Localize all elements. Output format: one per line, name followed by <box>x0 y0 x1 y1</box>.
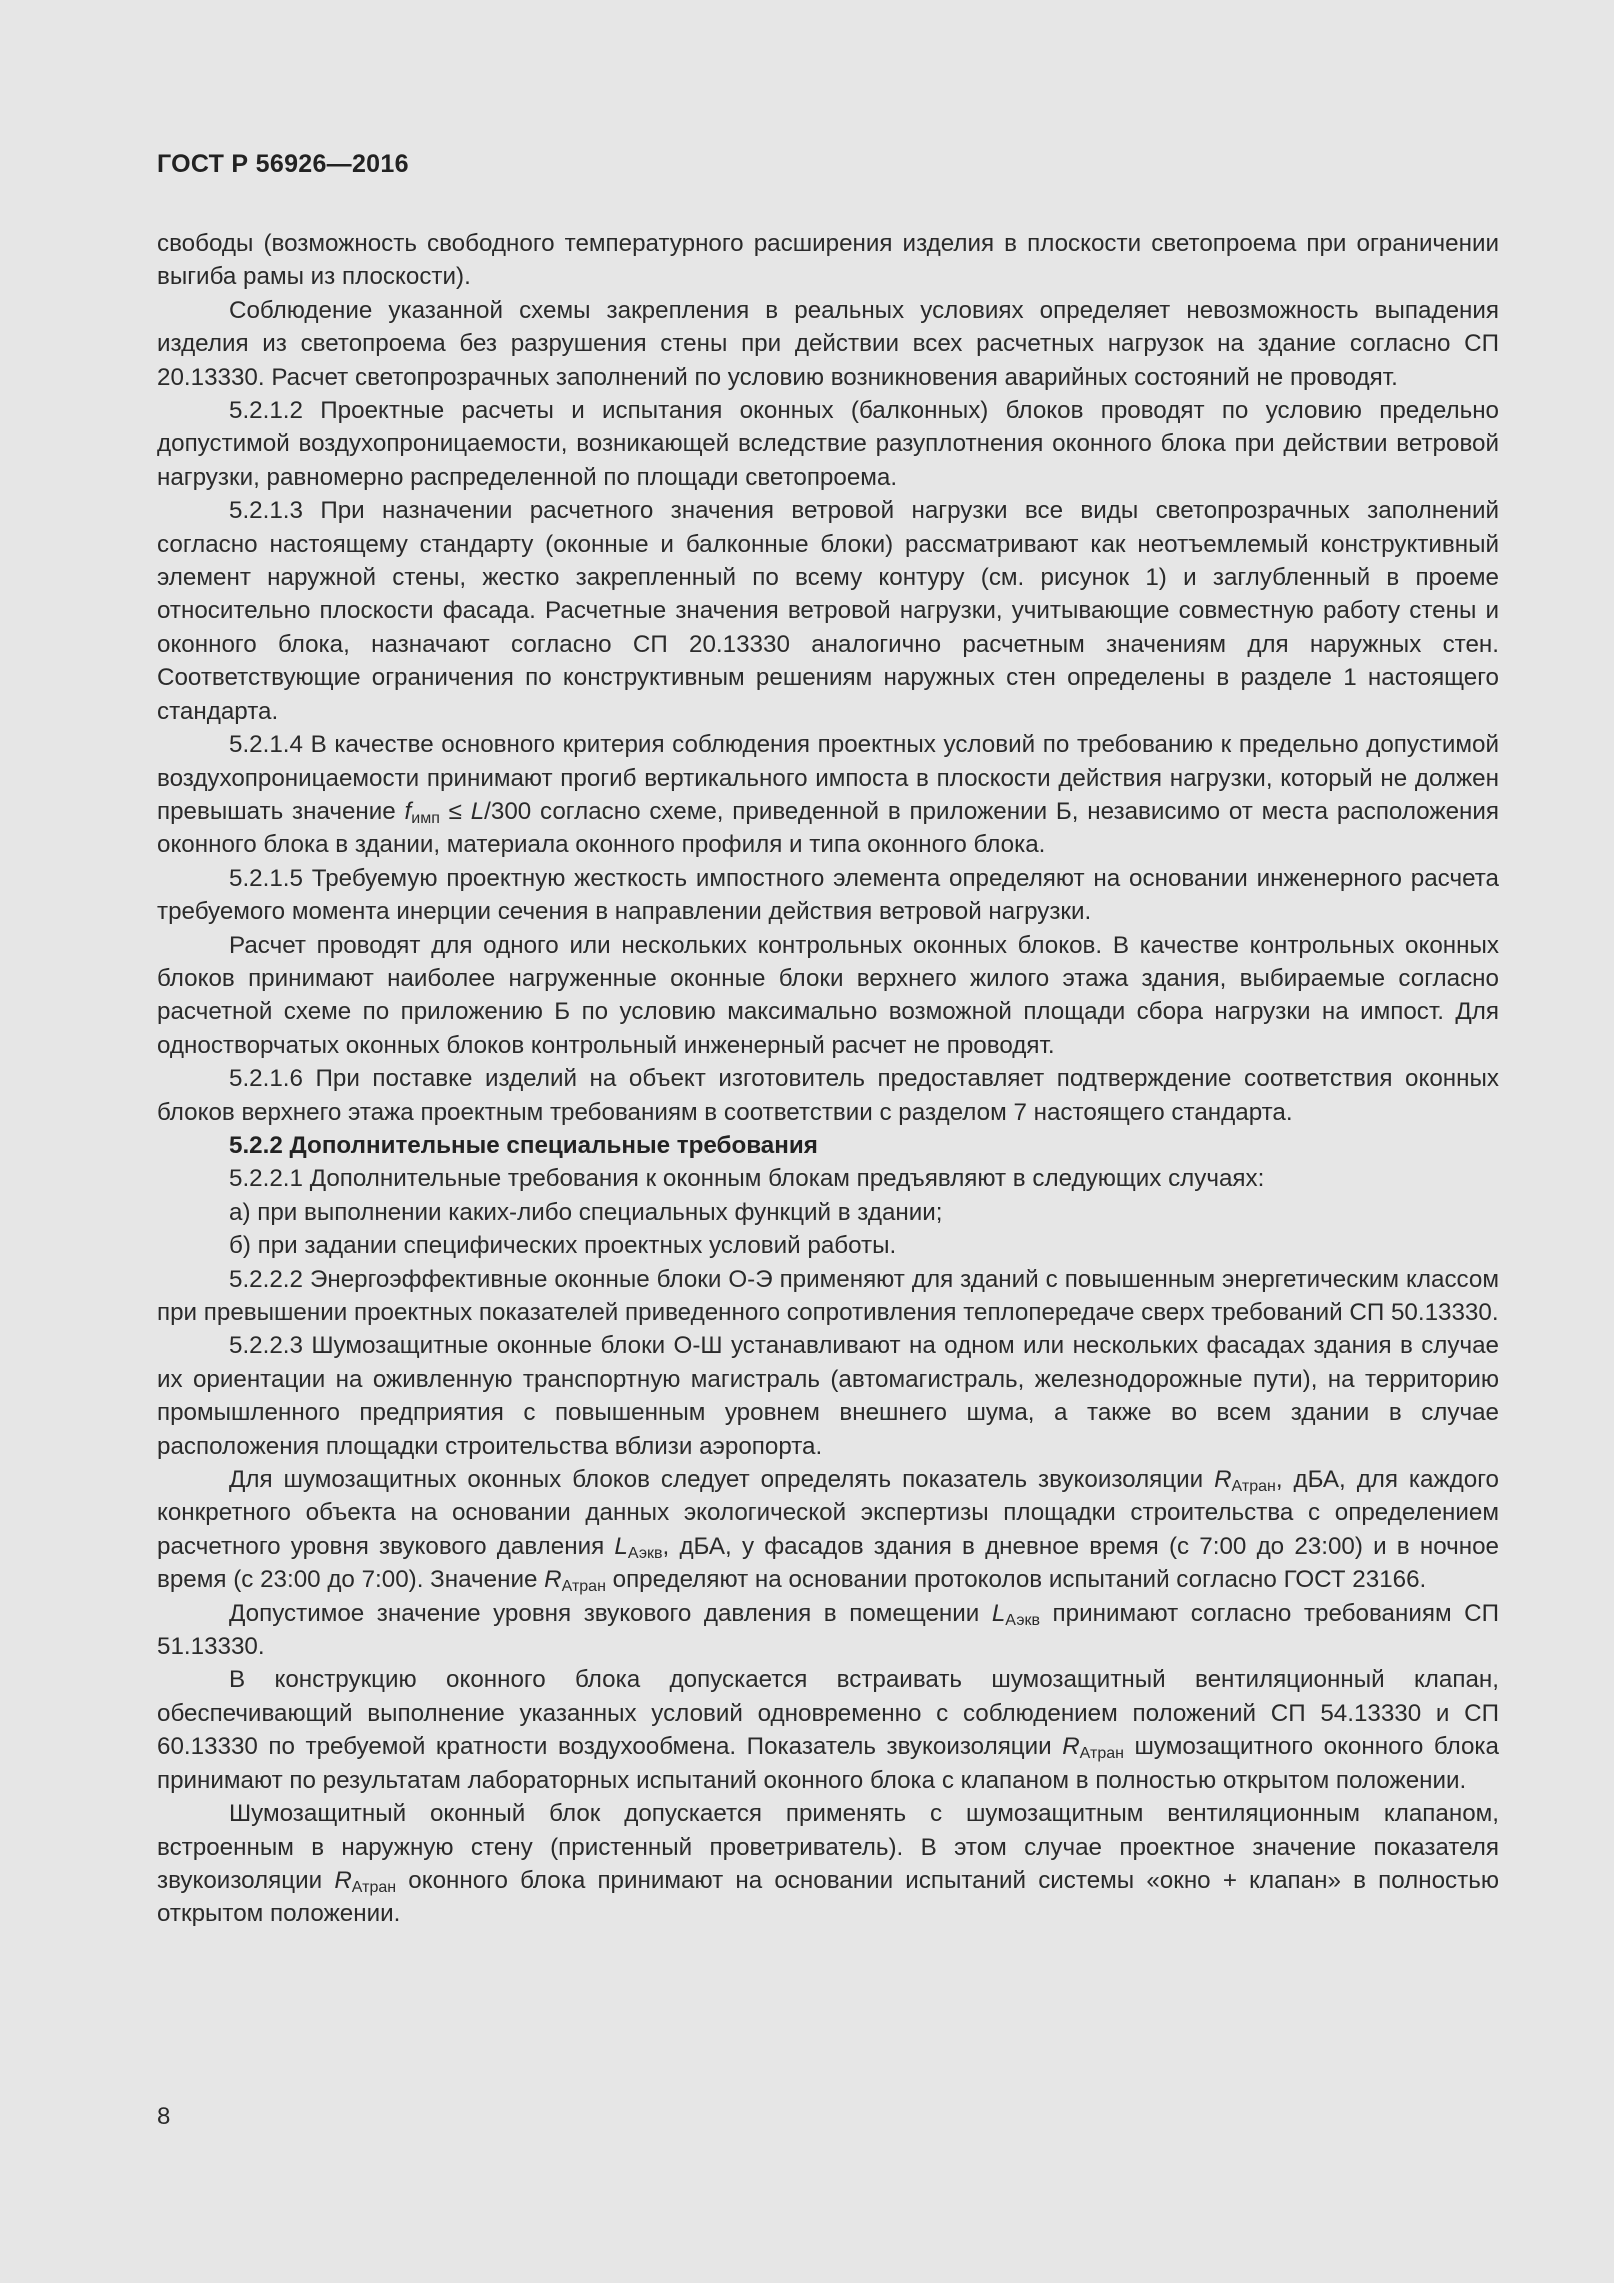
paragraph-5-2-1-5: 5.2.1.5 Требуемую проектную жесткость импостного элемента определяют на основании инженерного расчета требуемого момента инерции сечения в направлении действия ветровой нагрузки. <box>157 864 1499 926</box>
document-body <box>157 227 1499 1931</box>
paragraph-5-2-1-4: 5.2.1.4 В качестве основного критерия соблюдения проектных условий по требованию к предельно допустимой воздухопроницаемости принимают прогиб вертикального импоста в плоскости действия нагрузки, который не должен превышать значение $f_{имп} \le L/300$ согласно схеме, приведенной в приложении Б, независимо от места расположения оконного блока в здании, материала оконного профиля и типа оконного блока. <box>157 731 1499 859</box>
list-item-b: б) при задании специфических проектных условий работы. <box>229 1232 897 1260</box>
paragraph-5-2-1-6: 5.2.1.6 При поставке изделий на объект изготовитель предоставляет подтверждение соответствия оконных блоков верхнего этажа проектным требованиям в соответствии с разделом 7 настоящего стандарта. <box>157 1065 1499 1126</box>
paragraph-sound-insulation: Для шумозащитных оконных блоков следует определять показатель звукоизоляции $R_{Атран}$, дБА, для каждого конкретного объекта на основании данных экологической экспертизы площадки строительства с определением расчетного уровня звукового давления $L_{Аэкв}$, дБА, у фасадов здания в дневное время (с 7:00 до 23:00) и в ночное время (с 23:00 до 7:00). Значение $R_{Атран}$ определяют на основании протоколов испытаний согласно ГОСТ 23166. <box>157 1466 1499 1596</box>
paragraph-5-2-2-1: 5.2.2.1 Дополнительные требования к оконным блокам предъявляют в следующих случаях: <box>229 1165 1265 1193</box>
paragraph-5-2-2-3: 5.2.2.3 Шумозащитные оконные блоки О-Ш устанавливают на одном или нескольких фасадах здания в случае их ориентации на оживленную транспортную магистраль (автомагистраль, железнодорожные пути), на территорию промышленного предприятия с повышенным уровнем внешнего шума, а также во всем здании в случае расположения площадки строительства вблизи аэропорта. <box>157 1332 1499 1460</box>
paragraph-5-2-1-2: 5.2.1.2 Проектные расчеты и испытания оконных (балконных) блоков проводят по условию предельно допустимой воздухопроницаемости, возникающей вследствие разуплотнения оконного блока при действии ветровой нагрузки, равномерно распределенной по площади светопроема. <box>157 397 1499 491</box>
paragraph-sound-pressure: Допустимое значение уровня звукового давления в помещении $L_{Аэкв}$ принимают согласно требованиям СП 51.13330. <box>157 1599 1499 1661</box>
paragraph-mounting-scheme: Соблюдение указанной схемы закрепления в реальных условиях определяет невозможность выпадения изделия из светопроема без разрушения стены при действии всех расчетных нагрузок на здание согласно СП 20.13330. Расчет светопрозрачных заполнений по условию возникновения аварийных состояний не проводят. <box>157 296 1499 391</box>
paragraph-control-blocks: Расчет проводят для одного или нескольких контрольных оконных блоков. В качестве контрольных оконных блоков принимают наиболее нагруженные оконные блоки верхнего жилого этажа здания, выбираемые согласно расчетной схеме по приложению Б по условию максимально возможной площади сбора нагрузки на импост. Для одностворчатых оконных блоков контрольный инженерный расчет не проводят. <box>157 931 1499 1059</box>
page-number: 8 <box>157 2103 171 2130</box>
paragraph-wall-ventilator: Шумозащитный оконный блок допускается применять с шумозащитным вентиляционным клапаном, встроенным в наружную стену (пристенный проветриватель). В этом случае проектное значение показателя звукоизоляции $R_{Атран}$ оконного блока принимают на основании испытаний системы «окно + клапан» в полностью открытом положении. <box>157 1800 1499 1928</box>
paragraph-continuation: свободы (возможность свободного температурного расширения изделия в плоскости светопроема при ограничении выгиба рамы из плоскости). <box>157 230 1499 291</box>
document-header: ГОСТ Р 56926—2016 <box>157 150 409 178</box>
list-item-a: а) при выполнении каких-либо специальных функций в здании; <box>229 1198 943 1226</box>
section-heading-5-2-2: 5.2.2 Дополнительные специальные требования <box>229 1131 818 1159</box>
paragraph-ventilation-valve: В конструкцию оконного блока допускается встраивать шумозащитный вентиляционный клапан, обеспечивающий выполнение указанных условий одновременно с соблюдением положений СП 54.13330 и СП 60.13330 по требуемой кратности воздухообмена. Показатель звукоизоляции $R_{Атран}$ шумозащитного оконного блока принимают по результатам лабораторных испытаний оконного блока с клапаном в полностью открытом положении. <box>157 1666 1499 1794</box>
paragraph-5-2-1-3: 5.2.1.3 При назначении расчетного значения ветровой нагрузки все виды светопрозрачных заполнений согласно настоящему стандарту (оконные и балконные блоки) рассматривают как неотъемлемый конструктивный элемент наружной стены, жестко закрепленный по всему контуру (см. рисунок 1) и заглубленный в проеме относительно плоскости фасада. Расчетные значения ветровой нагрузки, учитывающие совместную работу стены и оконного блока, назначают согласно СП 20.13330 аналогично расчетным значениям для наружных стен. Соответствующие ограничения по конструктивным решениям наружных стен определены в разделе 1 настоящего стандарта. <box>157 497 1499 725</box>
paragraph-5-2-2-2: 5.2.2.2 Энергоэффективные оконные блоки О-Э применяют для зданий с повышенным энергетическим классом при превышении проектных показателей приведенного сопротивления теплопередаче сверх требований СП 50.13330. <box>157 1265 1499 1326</box>
